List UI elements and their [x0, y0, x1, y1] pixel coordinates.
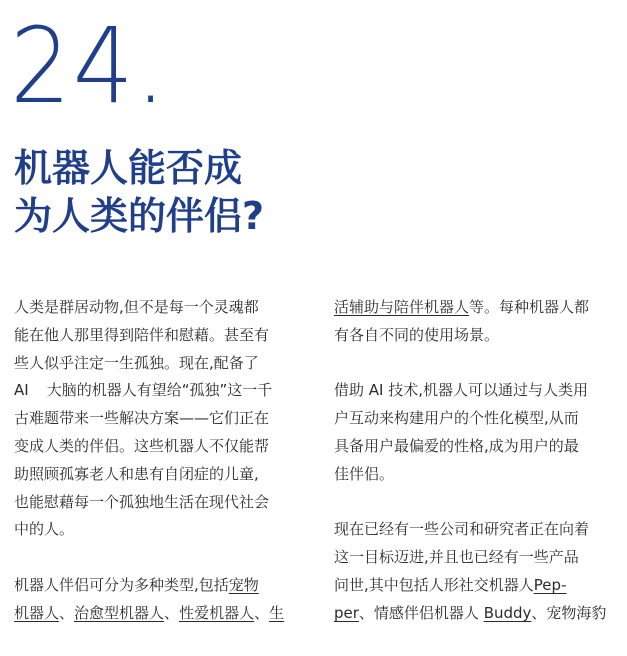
term-link[interactable]: 活辅助与陪伴机器人: [334, 298, 470, 316]
text-span: 、: [164, 603, 180, 622]
text-span: 、: [59, 603, 75, 622]
text-line: [14, 572, 299, 600]
text-line: 也能慰藉每一个孤独地生活在现代社会: [14, 492, 270, 511]
text-line: 现在已经有一些公司和研究者正在向着: [334, 520, 590, 539]
text-span: 问世,其中包括人形社交机器人: [334, 575, 534, 594]
text-line: 古难题带来一些解决方案——它们正在: [14, 409, 270, 428]
chapter-title: [14, 144, 414, 240]
text-line: 变成人类的伴侣。这些机器人不仅能帮: [14, 436, 270, 455]
chapter-title-line-2: 为人类的伴侣?: [14, 194, 265, 238]
text-line: 户互动来构建用户的个性化模型,从而: [334, 409, 579, 428]
text-line: 中的人。: [14, 520, 75, 539]
right-column: [334, 294, 619, 628]
chapter-title-line-1: 机器人能否成: [14, 146, 243, 190]
text-line: 佳伴侣。: [334, 464, 395, 483]
text-line: [334, 294, 619, 322]
text-line: [334, 572, 619, 600]
text-line: 些人似乎注定一生孤独。现在,配备了: [14, 353, 259, 372]
text-line: 能在他人那里得到陪伴和慰藉。甚至有: [14, 325, 270, 344]
term-link[interactable]: Pep-: [533, 575, 567, 594]
ai-term: AI: [14, 381, 29, 400]
text-line: 人类是群居动物,但不是每一个灵魂都: [14, 298, 259, 316]
term-link[interactable]: 性爱机器人: [179, 603, 255, 622]
text-line: 助照顾孤寡老人和患有自闭症的儿童,: [14, 464, 259, 483]
text-line: [14, 377, 299, 405]
text-span: 、宠物海豹: [531, 603, 607, 622]
chapter-number: 24.: [10, 5, 168, 127]
term-link[interactable]: 生: [269, 603, 285, 622]
term-link[interactable]: 机器人: [14, 603, 60, 622]
text-span: 大脑的机器人有望给“孤独”这一千: [46, 381, 273, 400]
term-link[interactable]: 宠物: [228, 575, 259, 594]
text-line: [334, 600, 619, 628]
text-line: 具备用户最偏爱的性格,成为用户的最: [334, 436, 579, 455]
term-link[interactable]: 治愈型机器人: [74, 603, 165, 622]
left-column: [14, 294, 299, 628]
text-span: 、情感伴侣机器人: [358, 603, 484, 622]
text-line: 有各自不同的使用场景。: [334, 325, 500, 344]
text-span: 机器人伴侣可分为多种类型,包括: [14, 575, 229, 594]
term-link[interactable]: per: [334, 603, 359, 622]
text-span: 等。每种机器人都: [469, 298, 590, 316]
text-span: 、: [254, 603, 270, 622]
term-link[interactable]: Buddy: [483, 603, 532, 622]
text-line: [14, 600, 299, 628]
text-line: 借助 AI 技术,机器人可以通过与人类用: [334, 381, 588, 400]
text-line: 这一目标迈进,并且也已经有一些产品: [334, 548, 579, 567]
